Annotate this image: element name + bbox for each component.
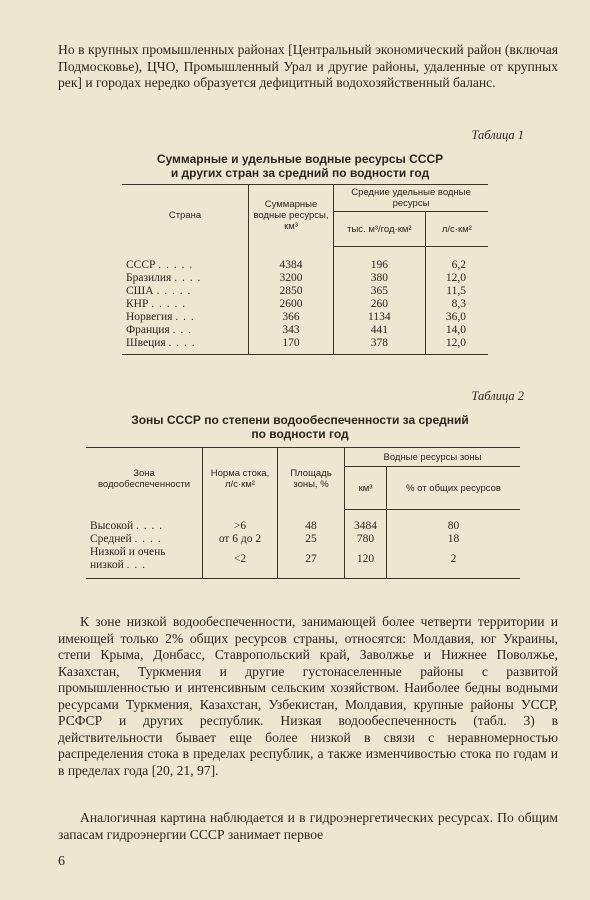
table-row: [122, 272, 488, 285]
cell-km3: 3484: [345, 510, 387, 534]
table2-header-area: Площадь зоны, %: [278, 448, 345, 510]
table1-header-specific-ls: л/с·км²: [425, 212, 488, 247]
cell-total: 2600: [249, 298, 334, 311]
cell-zone: Средней . . . .: [90, 533, 162, 545]
table2-title: [100, 413, 500, 441]
intro-paragraph: Но в крупных промышленных районах [Центральный экономический район (включая Подмосковье), ЦЧО, Промышленный Урал и другие районы, удаленные от крупных рек] и городах нередко образуется дефицитный водохозяйственный баланс.: [58, 42, 558, 90]
table-row: [122, 298, 488, 311]
cell-pct: 2: [387, 546, 520, 579]
table2-header-norm: Норма стока, л/с·км²: [203, 448, 278, 510]
table1-header-total: Суммарные водные ресурсы, км³: [249, 185, 334, 247]
table-row: [122, 247, 488, 273]
table1-header-specific: Средние удельные водные ресурсы: [334, 185, 489, 212]
table2-header-resources: Водные ресурсы зоны: [345, 448, 521, 467]
cell-country: Франция . . .: [126, 324, 192, 336]
cell-ls: 12,0: [425, 272, 488, 285]
table-row: [122, 337, 488, 355]
cell-per-km2: 380: [334, 272, 426, 285]
cell-country: КНР . . . . .: [126, 298, 187, 310]
cell-total: 3200: [249, 272, 334, 285]
cell-norm: >6: [203, 510, 278, 534]
table1-label: Таблица 1: [471, 128, 524, 142]
cell-ls: 8,3: [425, 298, 488, 311]
table2-label: Таблица 2: [471, 389, 524, 403]
table2: [86, 447, 520, 579]
table1-title-line1: Суммарные и удельные водные ресурсы СССР: [156, 152, 444, 166]
cell-zone: Низкой и очень низкой . . .: [86, 546, 203, 579]
cell-norm: от 6 до 2: [203, 533, 278, 546]
cell-ls: 36,0: [425, 311, 488, 324]
cell-country: Бразилия . . . .: [126, 272, 202, 284]
table1-title-line2: и других стран за средний по водности год: [170, 166, 430, 180]
cell-per-km2: 365: [334, 285, 426, 298]
cell-pct: 18: [387, 533, 520, 546]
cell-country: Норвегия . . .: [126, 311, 195, 323]
table2-title-line1: Зоны СССР по степени водообеспеченности за средний: [131, 413, 469, 427]
page-number: 6: [58, 854, 65, 869]
table-row: [86, 533, 520, 546]
cell-ls: 6,2: [425, 247, 488, 273]
table1-header-country: Страна: [122, 185, 249, 247]
table-row: [122, 324, 488, 337]
table2-title-line2: по водности год: [251, 427, 349, 441]
cell-area: 27: [278, 546, 345, 579]
paragraph-low-water-zone: К зоне низкой водообеспеченности, занимающей более четверти территории и имеющей только 2% общих ресурсов страны, относятся: Молдавия, юг Украины, степи Крыма, Донбасс, Ставропольский край, Заволжье и Нижнее Поволжье, Казахстан, Туркмения и другие густонаселенные районы с развитой промышленностью и интенсивным сельским хозяйством. Наиболее бедны водными ресурсами Туркмения, Казахстан, Узбекистан, Молдавия, крупные районы УССР, РСФСР и других республик. Низкая водообеспеченность (табл. 3) в действительности бывает еще более низкой в связи с неравномерностью распределения стока в пределах республик, а также изменчивостью стока по годам и в пределах года [20, 21, 97].: [58, 614, 558, 778]
cell-km3: 120: [345, 546, 387, 579]
cell-per-km2: 441: [334, 324, 426, 337]
cell-total: 4384: [249, 247, 334, 273]
cell-total: 343: [249, 324, 334, 337]
cell-total: 2850: [249, 285, 334, 298]
table1: [122, 184, 488, 355]
table-row: [86, 510, 520, 534]
cell-total: 366: [249, 311, 334, 324]
cell-ls: 12,0: [425, 337, 488, 355]
cell-norm: <2: [203, 546, 278, 579]
cell-total: 170: [249, 337, 334, 355]
cell-km3: 780: [345, 533, 387, 546]
table2-header-zone: Зона водообеспеченности: [86, 448, 203, 510]
cell-per-km2: 1134: [334, 311, 426, 324]
table2-header-res-km3: км³: [345, 467, 387, 510]
cell-country: СССР . . . . .: [126, 258, 194, 271]
table-row: [122, 285, 488, 298]
paragraph-hydro: Аналогичная картина наблюдается и в гидроэнергетических ресурсах. По общим запасам гидроэнергии СССР занимает первое: [58, 810, 558, 842]
table1-title: [120, 152, 480, 180]
table2-header-res-pct: % от общих ресурсов: [387, 467, 520, 510]
cell-area: 25: [278, 533, 345, 546]
cell-per-km2: 196: [334, 247, 426, 273]
cell-zone: Высокой . . . .: [90, 519, 164, 532]
cell-area: 48: [278, 510, 345, 534]
table-row: [86, 546, 520, 579]
table1-header-specific-km2: тыс. м³/год·км²: [334, 212, 426, 247]
table-row: [122, 311, 488, 324]
cell-country: США . . . . .: [126, 285, 192, 297]
cell-ls: 11,5: [425, 285, 488, 298]
cell-per-km2: 378: [334, 337, 426, 355]
cell-ls: 14,0: [425, 324, 488, 337]
cell-country: Швеция . . . .: [122, 337, 249, 355]
cell-pct: 80: [387, 510, 520, 534]
cell-per-km2: 260: [334, 298, 426, 311]
